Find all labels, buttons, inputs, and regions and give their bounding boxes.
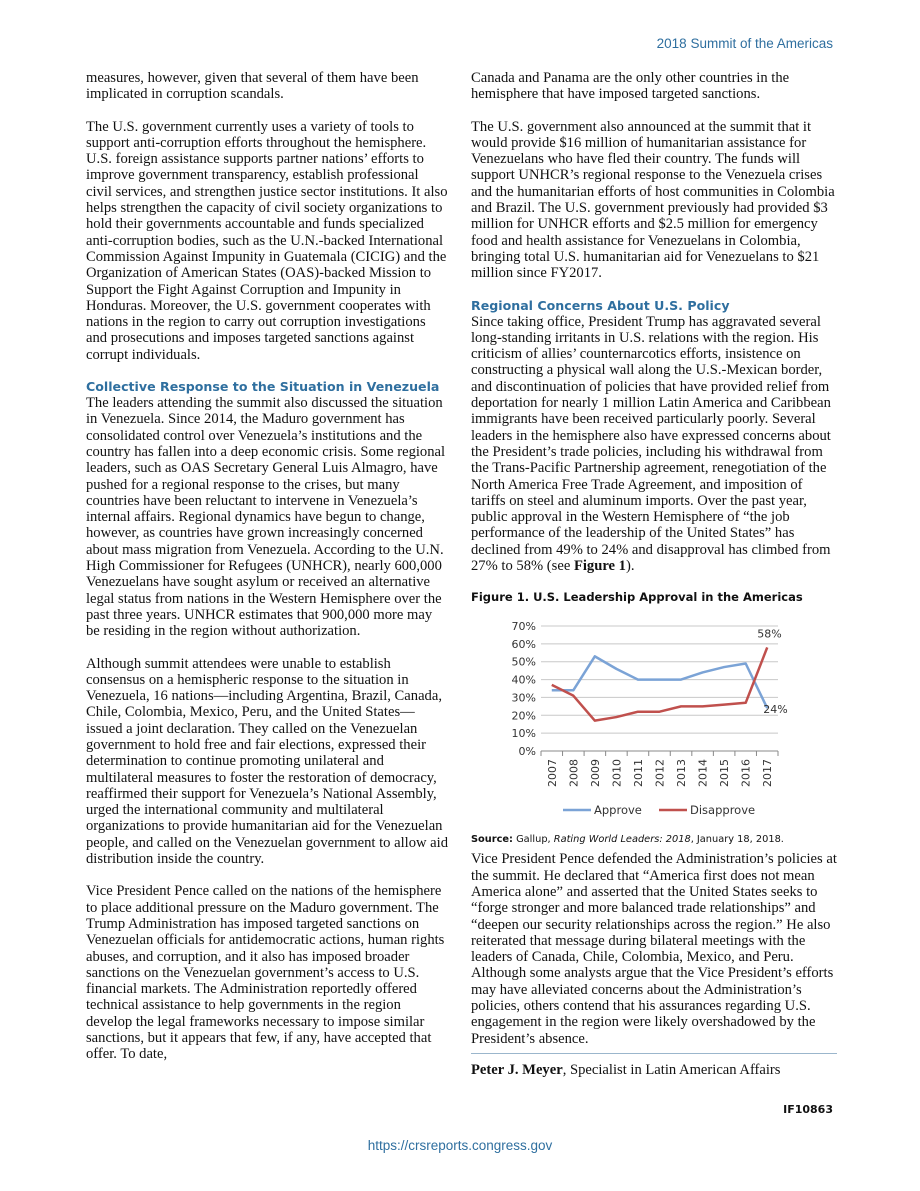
legend-label-approve: Approve bbox=[594, 803, 642, 818]
paragraph: Canada and Panama are the only other countries in the hemisphere that have imposed targeted sanctions. bbox=[471, 70, 790, 103]
x-tick-label: 2008 bbox=[567, 759, 581, 788]
report-id: IF10863 bbox=[783, 1103, 833, 1116]
paragraph-text: Since taking office, President Trump has aggravated several long-standing irritants in U.S. relations with the region. His criticism of allies’ counternarcotics efforts, insistence on constructing a physical wall along the U.S.-Mexican border, and discontinuation of policies that have provided relief from deportation for nearly 1 million Latin America and Caribbean immigrants have been received particularly poorly. Several leaders in the hemisphere also have expressed concerns about the President’s trade policies, including his withdrawal from the Trans-Pacific Partnership agreement, renegotiation of the North America Free Trade Agreement, and imposition of tariffs on steel and aluminum imports. Over the past year, public approval in the Western Hemisphere of “the job performance of the leadership of the United States” has declined from 49% to 24% and disapproval has climbed from 27% to 58% (see bbox=[471, 313, 831, 575]
data-label-disapprove: 58% bbox=[757, 627, 782, 641]
paragraph: The U.S. government currently uses a variety of tools to support anti-corruption efforts throughout the hemisphere. U.S. foreign assistance supports partner nations’ efforts to improve government transparency, establish professional civil services, and strengthen justice sector institutions. It also helps strengthen the capacity of civil society organizations to hold their governments accountable and funds specialized anti-corruption bodies, such as the U.N.-backed International Commission Against Impunity in Guatemala (CICIG) and the Organization of American States (OAS)-backed Mission to Support the Fight Against Corruption and Impunity in Honduras. Moreover, the U.S. government cooperates with nations in the region to carry out corruption investigations and prosecutions and imposes targeted sanctions against corrupt individuals. bbox=[86, 118, 448, 363]
paragraph: Although summit attendees were unable to establish consensus on a hemispheric response to the situation in Venezuela, 16 nations—including Argentina, Brazil, Canada, Chile, Colombia, Mexico, Peru, and the United States—issued a joint declaration. They called on the Venezuelan government to hold free and fair elections, expressed their determination to continue promoting unilateral and multilateral measures to foster the restoration of democracy, reaffirmed their support for Venezuela’s National Assembly, urged the international community and multilateral organizations to provide humanitarian aid for the Venezuelan people, and called on the Venezuelan government to allow aid distribution inside the country. bbox=[86, 655, 449, 868]
left-column bbox=[86, 70, 448, 1063]
paragraph: measures, however, given that several of them have been implicated in corruption scandals. bbox=[86, 70, 419, 103]
right-column bbox=[471, 70, 837, 1079]
author-title: , Specialist in Latin American Affairs bbox=[562, 1061, 781, 1078]
paragraph bbox=[471, 314, 837, 575]
paragraph: The U.S. government also announced at the summit that it would provide $16 million of humanitarian assistance for Venezuelans who have fled their country. The funds will support UNHCR’s regional response to the Venezuela crises and the humanitarian efforts of host communities in Colombia and Brazil. The U.S. government previously had provided $3 million for UNHCR efforts and $2.5 million for emergency food and health assistance for Venezuelans in Colombia, bringing total U.S. humanitarian aid for Venezuelans to $21 million since FY2017. bbox=[471, 118, 835, 282]
data-label-approve: 24% bbox=[763, 703, 788, 717]
footer-link[interactable]: https://crsreports.congress.gov bbox=[367, 1138, 553, 1153]
x-tick-label: 2011 bbox=[631, 759, 645, 788]
author-name: Peter J. Meyer bbox=[471, 1061, 563, 1078]
y-tick-label: 30% bbox=[511, 691, 536, 705]
figure-source bbox=[471, 834, 837, 845]
x-tick-label: 2012 bbox=[653, 759, 667, 788]
x-tick-label: 2015 bbox=[718, 759, 732, 788]
x-tick-label: 2016 bbox=[739, 759, 753, 788]
series-line-disapprove bbox=[552, 648, 767, 721]
series-line-approve bbox=[552, 657, 767, 709]
y-tick-label: 0% bbox=[518, 745, 536, 759]
section-heading: Collective Response to the Situation in Venezuela bbox=[86, 379, 440, 395]
page-header: 2018 Summit of the Americas bbox=[656, 36, 833, 51]
y-tick-label: 20% bbox=[511, 709, 536, 723]
divider bbox=[471, 1053, 837, 1054]
y-tick-label: 60% bbox=[511, 638, 536, 652]
paragraph: Vice President Pence defended the Administration’s policies at the summit. He declared that “America first does not mean America alone” and asserted that the United States seeks to “forge stronger and more balanced trade relationships” and “deepen our security relationships across the region.” He also reiterated that message during bilateral meetings with the leaders of Canada, Chile, Colombia, Mexico, and Peru. Although some analysts argue that the Vice President’s efforts may have alleviated concerns about the Administration’s policies, others contend that his assurances regarding U.S. engagement in the region were likely overshadowed by the President’s absence. bbox=[471, 851, 837, 1047]
source-title: Rating World Leaders: 2018 bbox=[553, 834, 691, 846]
x-tick-label: 2009 bbox=[588, 759, 602, 788]
x-tick-label: 2017 bbox=[761, 759, 775, 788]
x-tick-label: 2010 bbox=[610, 759, 624, 788]
source-label: Source: bbox=[471, 834, 513, 846]
x-tick-label: 2014 bbox=[696, 759, 710, 788]
paragraph: The leaders attending the summit also discussed the situation in Venezuela. Since 2014, the Maduro government has consolidated control over Venezuela’s institutions and the country has fallen into a deep economic crisis. Some regional leaders, such as OAS Secretary General Luis Almagro, have pushed for a regional response to the crises, but many countries have been reluctant to intervene in Venezuela’s internal affairs. Regional dynamics have begun to change, however, as countries have grown increasingly concerned about mass migration from Venezuela. According to the U.N. High Commissioner for Refugees (UNHCR), nearly 600,000 Venezuelans have sought asylum or received an alternative legal status from nations in the Western Hemisphere over the past three years. UNHCR estimates that 900,000 more may be residing in the region without authorization. bbox=[86, 395, 446, 640]
y-tick-label: 40% bbox=[511, 673, 536, 687]
chart-container bbox=[471, 612, 837, 830]
author-line bbox=[471, 1062, 837, 1079]
paragraph: Vice President Pence called on the nations of the hemisphere to place additional pressure on the Maduro government. The Trump Administration has imposed targeted sanctions on Venezuelan officials for antidemocratic actions, human rights abuses, and corruption, and it also has imposed broader sanctions on the Venezuelan government’s access to U.S. financial markets. The Administration reportedly offered technical assistance to help governments in the region develop the legal frameworks necessary to impose similar sanctions, but it appears that few, if any, have accepted that offer. To date, bbox=[86, 883, 445, 1063]
x-tick-label: 2013 bbox=[675, 759, 689, 788]
y-tick-label: 70% bbox=[511, 620, 536, 634]
figure-title: Figure 1. U.S. Leadership Approval in the Americas bbox=[471, 590, 803, 605]
y-tick-label: 50% bbox=[511, 656, 536, 670]
source-date: , January 18, 2018. bbox=[690, 834, 784, 846]
y-tick-label: 10% bbox=[511, 727, 536, 741]
paragraph-text-end: ). bbox=[625, 558, 635, 575]
approval-line-chart bbox=[471, 612, 837, 830]
section-heading: Regional Concerns About U.S. Policy bbox=[471, 297, 730, 313]
figure-reference: Figure 1 bbox=[573, 558, 626, 575]
x-tick-label: 2007 bbox=[545, 759, 559, 788]
legend-label-disapprove: Disapprove bbox=[690, 803, 756, 818]
source-text: Gallup, bbox=[512, 834, 554, 846]
